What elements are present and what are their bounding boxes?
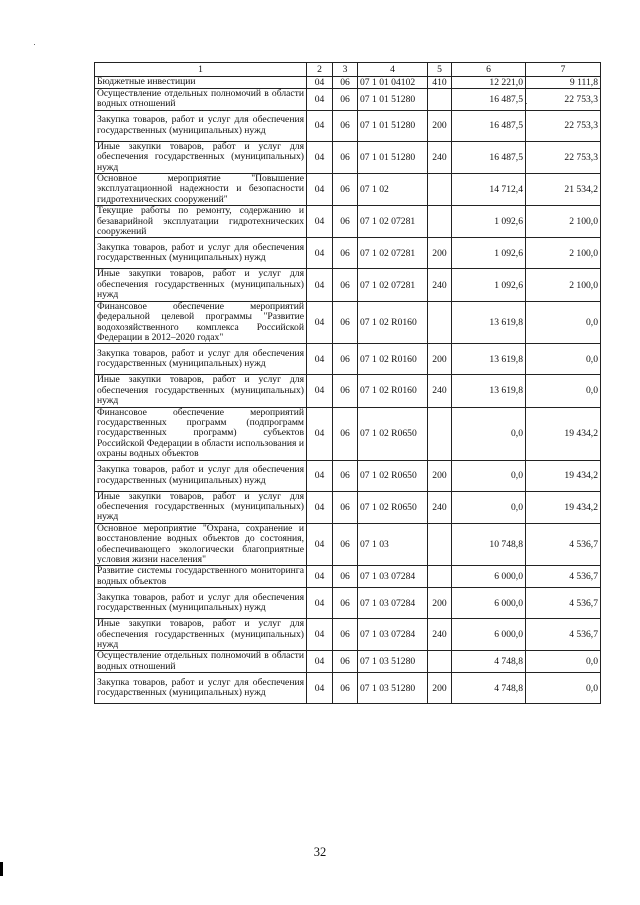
table-row: [95, 523, 601, 566]
section-cell: 04: [307, 89, 333, 111]
expense-type-cell: 200: [428, 588, 452, 619]
subsection-cell: 06: [333, 110, 358, 141]
row-name-cell: Бюджетные инвестиции: [95, 77, 307, 89]
table-row: [95, 375, 601, 407]
page-number: 32: [313, 845, 327, 859]
expense-type-cell: 200: [428, 673, 452, 704]
row-name-cell: Развитие системы государственного мониторинга водных объектов: [95, 566, 307, 588]
expense-type-cell: [428, 89, 452, 111]
target-article-cell: 07 1 02 R0160: [358, 375, 428, 407]
row-name-cell: Осуществление отдельных полномочий в области водных отношений: [95, 89, 307, 111]
expense-type-cell: [428, 566, 452, 588]
expense-type-cell: [428, 301, 452, 344]
expense-type-cell: 240: [428, 375, 452, 407]
section-cell: 04: [307, 174, 333, 206]
section-cell: 04: [307, 344, 333, 375]
amount-col6-cell: 1 092,6: [452, 269, 526, 301]
target-article-cell: 07 1 02 07281: [358, 238, 428, 269]
table-row: [95, 491, 601, 523]
row-name-cell: Закупка товаров, работ и услуг для обеспечения государственных (муниципальных) нужд: [95, 588, 307, 619]
table-row: [95, 174, 601, 206]
row-name-cell: Иные закупки товаров, работ и услуг для обеспечения государственных (муниципальных) нужд: [95, 141, 307, 173]
section-cell: 04: [307, 566, 333, 588]
table-row: [95, 141, 601, 173]
expense-type-cell: 240: [428, 491, 452, 523]
subsection-cell: 06: [333, 673, 358, 704]
amount-col6-cell: 0,0: [452, 460, 526, 491]
target-article-cell: 07 1 03 07284: [358, 566, 428, 588]
expense-type-cell: 240: [428, 141, 452, 173]
amount-col7-cell: 4 536,7: [526, 619, 601, 651]
amount-col7-cell: 22 753,3: [526, 110, 601, 141]
row-name-cell: Осуществление отдельных полномочий в области водных отношений: [95, 651, 307, 673]
subsection-cell: 06: [333, 460, 358, 491]
header-cell: 6: [452, 63, 526, 77]
amount-col7-cell: 9 111,8: [526, 77, 601, 89]
target-article-cell: 07 1 02 07281: [358, 206, 428, 238]
subsection-cell: 06: [333, 141, 358, 173]
amount-col7-cell: 2 100,0: [526, 269, 601, 301]
subsection-cell: 06: [333, 238, 358, 269]
table-row: [95, 673, 601, 704]
table-row: [95, 301, 601, 344]
section-cell: 04: [307, 460, 333, 491]
scan-speck: [526, 103, 527, 104]
section-cell: 04: [307, 301, 333, 344]
subsection-cell: 06: [333, 77, 358, 89]
subsection-cell: 06: [333, 619, 358, 651]
table-row: [95, 269, 601, 301]
amount-col7-cell: 21 534,2: [526, 174, 601, 206]
subsection-cell: 06: [333, 407, 358, 460]
amount-col7-cell: 19 434,2: [526, 460, 601, 491]
amount-col7-cell: 19 434,2: [526, 491, 601, 523]
amount-col7-cell: 0,0: [526, 301, 601, 344]
amount-col6-cell: 14 712,4: [452, 174, 526, 206]
amount-col6-cell: 4 748,8: [452, 651, 526, 673]
expense-type-cell: [428, 523, 452, 566]
amount-col6-cell: 16 487,5: [452, 89, 526, 111]
header-cell: 5: [428, 63, 452, 77]
target-article-cell: 07 1 03 51280: [358, 673, 428, 704]
row-name-cell: Основное мероприятие "Охрана, сохранение и восстановление водных объектов до состояния, обеспечивающего экологически благоприятные условия жизни населения": [95, 523, 307, 566]
amount-col6-cell: 13 619,8: [452, 301, 526, 344]
section-cell: 04: [307, 77, 333, 89]
target-article-cell: 07 1 02 R0650: [358, 491, 428, 523]
target-article-cell: 07 1 03 07284: [358, 619, 428, 651]
amount-col6-cell: 6 000,0: [452, 619, 526, 651]
amount-col7-cell: 4 536,7: [526, 523, 601, 566]
expense-type-cell: [428, 651, 452, 673]
expense-type-cell: 240: [428, 269, 452, 301]
target-article-cell: 07 1 01 51280: [358, 141, 428, 173]
table-row: [95, 238, 601, 269]
amount-col6-cell: 12 221,0: [452, 77, 526, 89]
table-row: [95, 89, 601, 111]
row-name-cell: Закупка товаров, работ и услуг для обеспечения государственных (муниципальных) нужд: [95, 460, 307, 491]
target-article-cell: 07 1 02: [358, 174, 428, 206]
subsection-cell: 06: [333, 89, 358, 111]
subsection-cell: 06: [333, 375, 358, 407]
row-name-cell: Иные закупки товаров, работ и услуг для обеспечения государственных (муниципальных) нужд: [95, 375, 307, 407]
section-cell: 04: [307, 673, 333, 704]
table-row: [95, 110, 601, 141]
amount-col7-cell: 4 536,7: [526, 566, 601, 588]
table-row: [95, 566, 601, 588]
table-row: [95, 407, 601, 460]
row-name-cell: Закупка товаров, работ и услуг для обеспечения государственных (муниципальных) нужд: [95, 344, 307, 375]
expense-type-cell: [428, 174, 452, 206]
amount-col6-cell: 1 092,6: [452, 206, 526, 238]
amount-col6-cell: 16 487,5: [452, 110, 526, 141]
table-row: [95, 651, 601, 673]
subsection-cell: 06: [333, 566, 358, 588]
expense-type-cell: [428, 407, 452, 460]
expense-type-cell: 240: [428, 619, 452, 651]
header-cell: 3: [333, 63, 358, 77]
header-cell: 1: [95, 63, 307, 77]
amount-col7-cell: 2 100,0: [526, 206, 601, 238]
section-cell: 04: [307, 141, 333, 173]
table-row: [95, 619, 601, 651]
section-cell: 04: [307, 375, 333, 407]
target-article-cell: 07 1 01 51280: [358, 110, 428, 141]
row-name-cell: Закупка товаров, работ и услуг для обеспечения государственных (муниципальных) нужд: [95, 110, 307, 141]
expense-type-cell: 200: [428, 344, 452, 375]
table-row: [95, 206, 601, 238]
amount-col6-cell: 13 619,8: [452, 344, 526, 375]
expense-type-cell: [428, 206, 452, 238]
amount-col7-cell: 0,0: [526, 651, 601, 673]
target-article-cell: 07 1 01 51280: [358, 89, 428, 111]
row-name-cell: Закупка товаров, работ и услуг для обеспечения государственных (муниципальных) нужд: [95, 673, 307, 704]
amount-col7-cell: 22 753,3: [526, 89, 601, 111]
amount-col7-cell: 0,0: [526, 673, 601, 704]
row-name-cell: Иные закупки товаров, работ и услуг для обеспечения государственных (муниципальных) нужд: [95, 619, 307, 651]
subsection-cell: 06: [333, 344, 358, 375]
amount-col6-cell: 16 487,5: [452, 141, 526, 173]
section-cell: 04: [307, 407, 333, 460]
header-cell: 7: [526, 63, 601, 77]
section-cell: 04: [307, 651, 333, 673]
amount-col7-cell: 2 100,0: [526, 238, 601, 269]
target-article-cell: 07 1 02 R0160: [358, 344, 428, 375]
row-name-cell: Основное мероприятие "Повышение эксплуатационной надежности и безопасности гидротехнических сооружений": [95, 174, 307, 206]
target-article-cell: 07 1 03 07284: [358, 588, 428, 619]
subsection-cell: 06: [333, 491, 358, 523]
amount-col7-cell: 0,0: [526, 375, 601, 407]
target-article-cell: 07 1 02 R0650: [358, 407, 428, 460]
row-name-cell: Финансовое обеспечение мероприятий государственных программ (подпрограмм государственных программ) субъектов Российской Федерации в области использования и охраны водных объектов: [95, 407, 307, 460]
expense-type-cell: 200: [428, 110, 452, 141]
subsection-cell: 06: [333, 269, 358, 301]
section-cell: 04: [307, 588, 333, 619]
amount-col6-cell: 13 619,8: [452, 375, 526, 407]
amount-col6-cell: 0,0: [452, 407, 526, 460]
scan-speck: [34, 44, 35, 45]
target-article-cell: 07 1 01 04102: [358, 77, 428, 89]
amount-col6-cell: 4 748,8: [452, 673, 526, 704]
scan-edge-mark: [0, 862, 3, 876]
row-name-cell: Финансовое обеспечение мероприятий федеральной целевой программы "Развитие водохозяйственного комплекса Российской Федерации в 2012–2020 годах": [95, 301, 307, 344]
amount-col6-cell: 1 092,6: [452, 238, 526, 269]
subsection-cell: 06: [333, 523, 358, 566]
amount-col7-cell: 22 753,3: [526, 141, 601, 173]
amount-col7-cell: 4 536,7: [526, 588, 601, 619]
target-article-cell: 07 1 03: [358, 523, 428, 566]
expense-type-cell: 410: [428, 77, 452, 89]
header-cell: 2: [307, 63, 333, 77]
target-article-cell: 07 1 03 51280: [358, 651, 428, 673]
expense-type-cell: 200: [428, 238, 452, 269]
section-cell: 04: [307, 238, 333, 269]
amount-col6-cell: 6 000,0: [452, 588, 526, 619]
subsection-cell: 06: [333, 206, 358, 238]
amount-col6-cell: 0,0: [452, 491, 526, 523]
table-row: [95, 588, 601, 619]
target-article-cell: 07 1 02 07281: [358, 269, 428, 301]
amount-col7-cell: 19 434,2: [526, 407, 601, 460]
section-cell: 04: [307, 523, 333, 566]
header-cell: 4: [358, 63, 428, 77]
amount-col6-cell: 10 748,8: [452, 523, 526, 566]
amount-col6-cell: 6 000,0: [452, 566, 526, 588]
row-name-cell: Текущие работы по ремонту, содержанию и безаварийной эксплуатации гидротехнических сооружений: [95, 206, 307, 238]
budget-table: [94, 62, 601, 704]
row-name-cell: Иные закупки товаров, работ и услуг для обеспечения государственных (муниципальных) нужд: [95, 269, 307, 301]
subsection-cell: 06: [333, 588, 358, 619]
subsection-cell: 06: [333, 174, 358, 206]
table-row: [95, 460, 601, 491]
section-cell: 04: [307, 269, 333, 301]
section-cell: 04: [307, 206, 333, 238]
target-article-cell: 07 1 02 R0650: [358, 460, 428, 491]
row-name-cell: Иные закупки товаров, работ и услуг для обеспечения государственных (муниципальных) нужд: [95, 491, 307, 523]
table-header-row: [95, 63, 601, 77]
subsection-cell: 06: [333, 651, 358, 673]
section-cell: 04: [307, 110, 333, 141]
amount-col7-cell: 0,0: [526, 344, 601, 375]
subsection-cell: 06: [333, 301, 358, 344]
table-row: [95, 344, 601, 375]
row-name-cell: Закупка товаров, работ и услуг для обеспечения государственных (муниципальных) нужд: [95, 238, 307, 269]
section-cell: 04: [307, 619, 333, 651]
expense-type-cell: 200: [428, 460, 452, 491]
table-row: [95, 77, 601, 89]
target-article-cell: 07 1 02 R0160: [358, 301, 428, 344]
section-cell: 04: [307, 491, 333, 523]
